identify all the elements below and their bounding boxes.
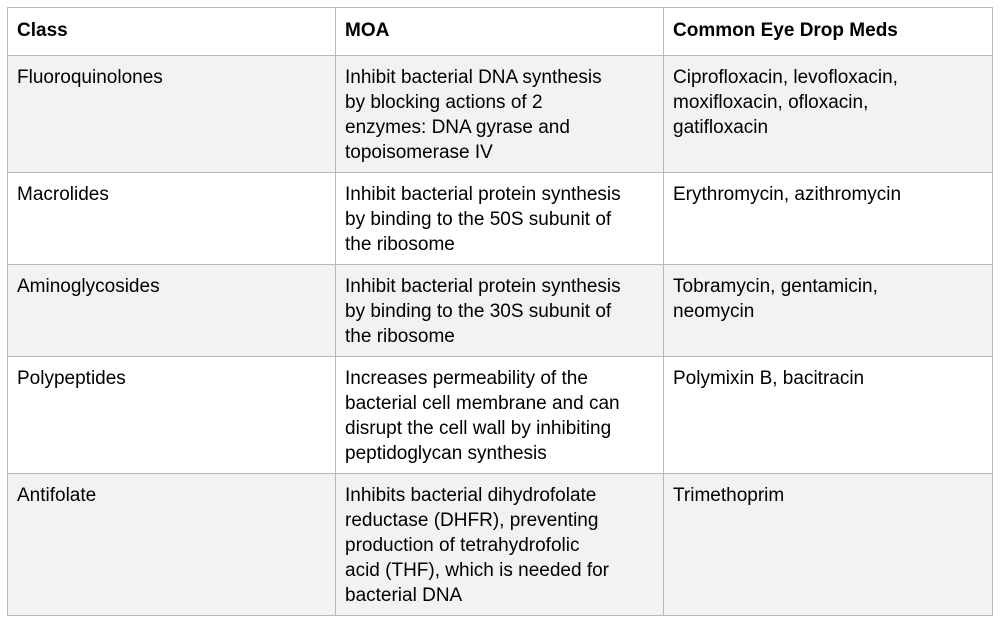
table-body [8, 56, 993, 616]
moa-cell: Inhibits bacterial dihydrofolate reductase (DHFR), preventing production of tetrahydrofolic acid (THF), which is needed for bacterial DNA [336, 474, 664, 616]
table-row [8, 357, 993, 474]
meds-cell: Ciprofloxacin, levofloxacin, moxifloxacin, ofloxacin, gatifloxacin [664, 56, 993, 173]
class-cell: Fluoroquinolones [8, 56, 336, 173]
table-row [8, 265, 993, 357]
table-row [8, 173, 993, 265]
header-moa: MOA [336, 8, 664, 56]
table-header [8, 8, 993, 56]
class-cell: Macrolides [8, 173, 336, 265]
moa-cell: Inhibit bacterial protein synthesis by binding to the 30S subunit of the ribosome [336, 265, 664, 357]
table-row [8, 474, 993, 616]
table-row [8, 56, 993, 173]
header-meds: Common Eye Drop Meds [664, 8, 993, 56]
class-cell: Polypeptides [8, 357, 336, 474]
meds-cell: Tobramycin, gentamicin, neomycin [664, 265, 993, 357]
class-cell: Antifolate [8, 474, 336, 616]
meds-cell: Erythromycin, azithromycin [664, 173, 993, 265]
class-cell: Aminoglycosides [8, 265, 336, 357]
header-class: Class [8, 8, 336, 56]
moa-cell: Inhibit bacterial protein synthesis by binding to the 50S subunit of the ribosome [336, 173, 664, 265]
meds-cell: Trimethoprim [664, 474, 993, 616]
moa-cell: Inhibit bacterial DNA synthesis by blocking actions of 2 enzymes: DNA gyrase and topoisomerase IV [336, 56, 664, 173]
antibiotic-eye-drop-table [7, 7, 993, 616]
header-row [8, 8, 993, 56]
meds-cell: Polymixin B, bacitracin [664, 357, 993, 474]
moa-cell: Increases permeability of the bacterial cell membrane and can disrupt the cell wall by inhibiting peptidoglycan synthesis [336, 357, 664, 474]
